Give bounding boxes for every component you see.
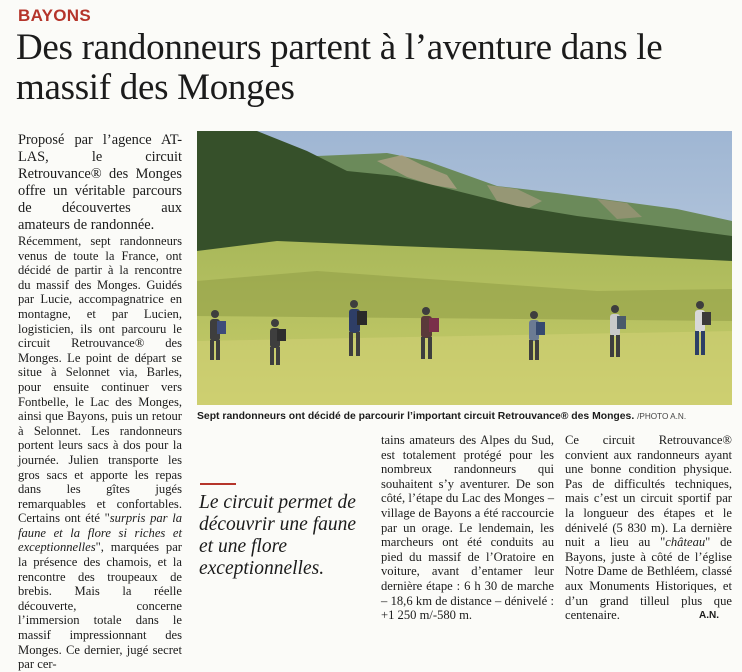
quoted-text: château bbox=[665, 535, 706, 550]
body-text: ", marquées par la présence des chamois, et la rencontre des troupeaux de brebis. Mais la réelle découverte, concerne l’immersion totale dans le massif impressionnant des Monges. Ce dernier, jugé secret par cer- bbox=[18, 540, 182, 672]
article-paragraph: tains amateurs des Alpes du Sud, est totalement protégé pour les nombreux randonneurs qui souhaitent s’y aventurer. De son côté, l’étape du Lac des Monges – village de Bayons a été raccourcie par un orage. Le lendemain, les marcheurs ont été conduits au pied du massif de l’Oratoire en voiture, avant d’entamer leur dernière étape : 6 h 30 de marche – 18,6 km de distance – dénivelé : +1 250 m/-580 m. bbox=[381, 433, 554, 623]
pull-quote: Le circuit permet de découvrir une faune et une flore exceptionnelles. bbox=[199, 492, 357, 579]
quoted-text: surpris par la faune et la flore si riches et exceptionnelles bbox=[18, 511, 182, 555]
body-text: Récemment, sept randonneurs venus de toute la France, ont décidé de partir à la rencontre du massif des Monges. Guidés par Lucie, accompagnatrice en montagne, et par Lucien, logisticien, ils ont parcouru le circuit Retrouvance® des Monges. Le point de départ se situe à Selonnet via, Barles, pour ensuite continuer vers Fontbelle, le Lac des Monges, ainsi que Bayons, puis un retour à Selonnet. Les randonneurs portent leurs sacs à dos pour la journée. Julien transporte les gros sacs et apporte les repas dans les gîtes jugés remarquables et confortables. Certains ont été " bbox=[18, 234, 182, 526]
photo-caption bbox=[197, 410, 732, 423]
author-signature: A.N. bbox=[699, 610, 719, 621]
article-headline: Des randonneurs partent à l’aventure dans le massif des Monges bbox=[16, 27, 663, 108]
article-column-1 bbox=[18, 132, 182, 672]
quote-rule bbox=[200, 483, 236, 485]
caption-text: Sept randonneurs ont décidé de parcourir l’important circuit Retrouvance® des Monges. bbox=[197, 411, 635, 422]
article-column-3 bbox=[565, 433, 732, 623]
body-text: Ce circuit Retrouvance® convient aux randonneurs ayant une bonne condition physique. Pas de difficultés techniques, mais c’est un circuit sportif par la longueur des étapes et le dénivelé (5 830 m). La dernière nuit a lieu au " bbox=[565, 433, 732, 550]
section-kicker: BAYONS bbox=[18, 6, 91, 25]
article-photo bbox=[197, 131, 732, 405]
article-paragraph bbox=[565, 433, 732, 623]
article-lead: Proposé par l’agence AT-LAS, le circuit Retrouvance® des Monges offre un véritable parcours de découvertes aux amateurs de randonnée. bbox=[18, 132, 182, 233]
photo-credit: /PHOTO A.N. bbox=[637, 412, 687, 421]
article-paragraph bbox=[18, 234, 182, 672]
article-column-2 bbox=[381, 433, 554, 623]
body-text: " de Bayons, juste à côté de l’église Notre Dame de Bethléem, classé aux Monuments Historiques, et d’un grand tilleul plus que centenaire. bbox=[565, 535, 732, 623]
